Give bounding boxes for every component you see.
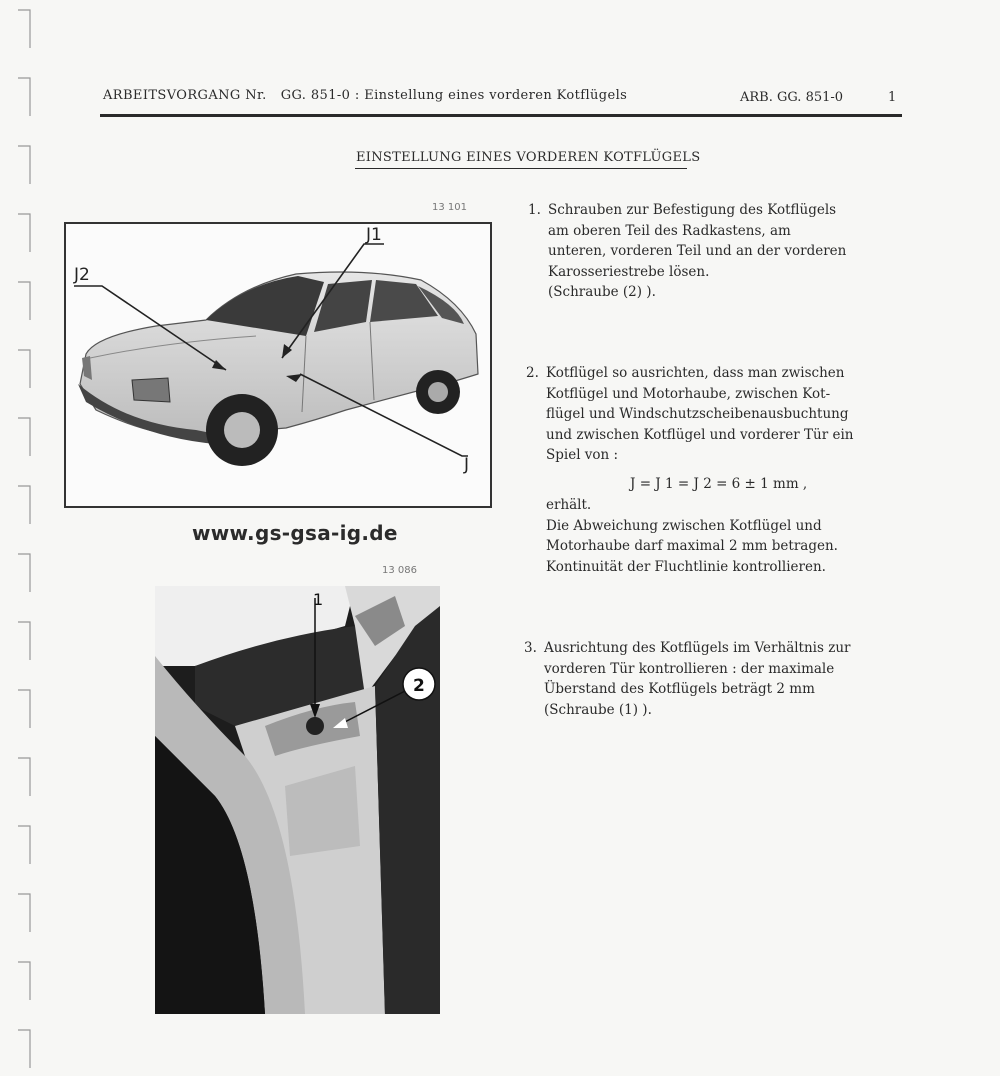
step-number: 2.	[526, 365, 539, 381]
step-line: Die Abweichung zwischen Kotflügel und	[546, 517, 822, 534]
figure2-ref: 13 086	[382, 565, 417, 576]
detail-illustration	[155, 586, 440, 1014]
page-title: EINSTELLUNG EINES VORDEREN KOTFLÜGELS	[356, 150, 701, 165]
label-2: 2	[413, 676, 425, 696]
header-operation	[103, 88, 627, 103]
clearance-formula: J = J 1 = J 2 = 6 ± 1 mm ,	[630, 476, 808, 492]
step-line: Karosseriestrebe lösen.	[548, 263, 710, 280]
step-line: Kotflügel so ausrichten, dass man zwischen	[546, 365, 845, 381]
header-ref: ARB. GG. 851-0	[740, 90, 844, 105]
step-number: 3.	[524, 640, 537, 656]
label-j: J	[464, 455, 470, 475]
step-line: Motorhaube darf maximal 2 mm betragen.	[546, 538, 838, 554]
step-line: erhält.	[546, 497, 592, 513]
page-number: 1	[888, 90, 897, 105]
step-line: Schrauben zur Befestigung des Kotflügels	[548, 202, 837, 218]
header-number: GG. 851-0 : Einstellung eines vorderen Kotflügels	[280, 88, 628, 103]
header-rule	[100, 114, 902, 117]
step-2-continued	[546, 495, 838, 577]
detail-photo	[155, 586, 440, 1014]
car-illustration	[66, 224, 490, 506]
step-line: Kotflügel und Motorhaube, zwischen Kot-	[546, 385, 831, 402]
binder-margin	[0, 0, 40, 1076]
step-line: Kontinuität der Fluchtlinie kontrollieren.	[546, 558, 826, 575]
step-line: (Schraube (1) ).	[544, 701, 652, 718]
step-1	[528, 200, 847, 303]
label-j2: J2	[74, 265, 90, 285]
step-line: am oberen Teil des Radkastens, am	[548, 222, 791, 239]
step-line: und zwischen Kotflügel und vorderer Tür ein	[546, 426, 854, 443]
step-line: unteren, vorderen Teil und an der vorderen	[548, 243, 847, 259]
step-line: vorderen Tür kontrollieren : der maximale	[544, 660, 835, 677]
step-line: Spiel von :	[546, 447, 619, 463]
title-underline	[355, 168, 687, 169]
step-2	[526, 363, 854, 466]
website-watermark: www.gs-gsa-ig.de	[192, 521, 398, 545]
step-line: Ausrichtung des Kotflügels im Verhältnis zur	[544, 640, 851, 656]
step-line: flügel und Windschutzscheibenausbuchtung	[546, 406, 849, 422]
figure1-ref: 13 101	[432, 202, 467, 213]
step-line: Überstand des Kotflügels beträgt 2 mm	[544, 681, 815, 697]
step-number: 1.	[528, 202, 541, 218]
label-j1: J1	[366, 225, 382, 245]
step-3	[524, 638, 851, 720]
step-line: (Schraube (2) ).	[548, 284, 656, 300]
label-1: 1	[313, 590, 324, 609]
header-label: ARBEITSVORGANG Nr.	[103, 88, 267, 103]
car-figure	[64, 222, 492, 508]
